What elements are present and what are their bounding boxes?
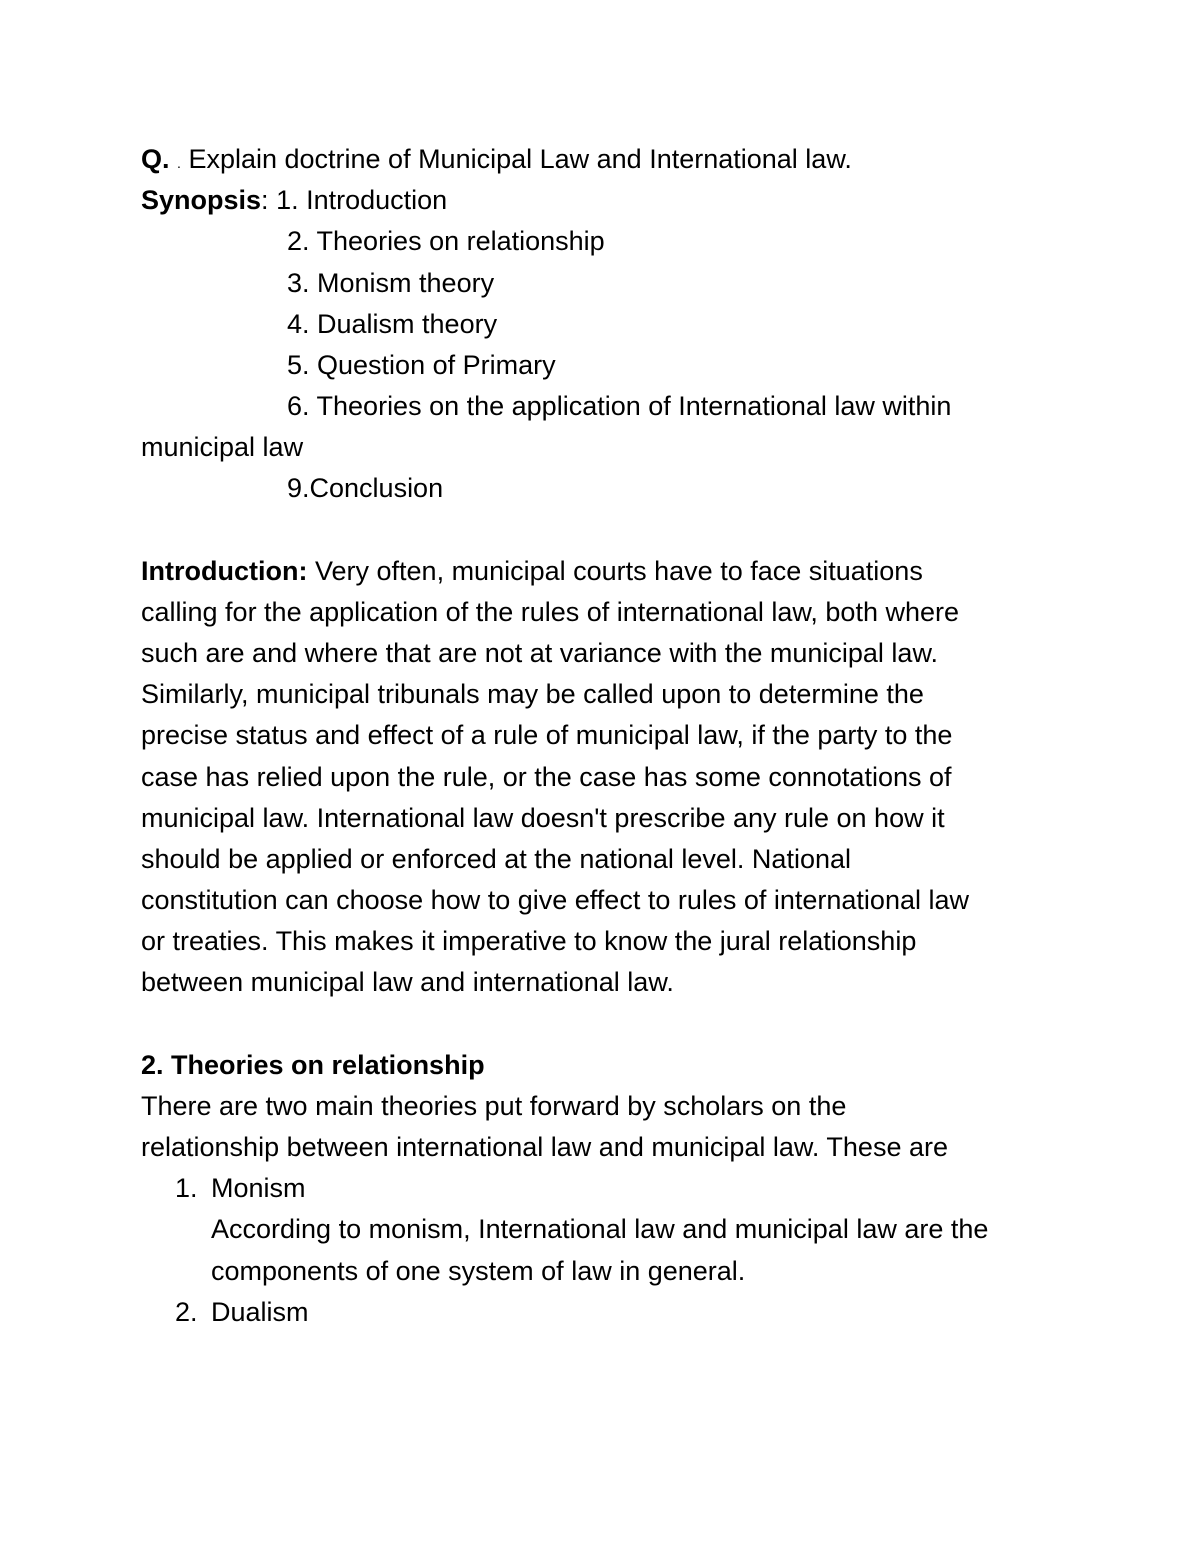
introduction-text: Similarly, municipal tribunals may be called upon to determine the [141, 679, 924, 709]
list-item-monism: Monism [211, 1173, 306, 1203]
list-item-desc: According to monism, International law and municipal law are the [211, 1214, 989, 1244]
synopsis-colon: : [261, 185, 269, 215]
introduction-text: between municipal law and international law. [141, 967, 674, 997]
list-number: 2. [175, 1297, 198, 1327]
synopsis-item: 9.Conclusion [287, 473, 444, 503]
synopsis-item: 6. Theories on the application of International law within [287, 391, 952, 421]
theories-text: There are two main theories put forward by scholars on the [141, 1091, 847, 1121]
question-text: Explain doctrine of Municipal Law and International law. [188, 144, 852, 174]
synopsis-item: 2. Theories on relationship [287, 226, 605, 256]
list-item-desc: components of one system of law in general. [211, 1256, 746, 1286]
synopsis-label: Synopsis [141, 185, 262, 215]
synopsis-item: 5. Question of Primary [287, 350, 556, 380]
synopsis-item: 3. Monism theory [287, 268, 495, 298]
introduction-text: or treaties. This makes it imperative to know the jural relationship [141, 926, 917, 956]
question-dot: . [177, 155, 181, 171]
synopsis-item: 1. Introduction [276, 185, 448, 215]
introduction-text: Very often, municipal courts have to face situations [314, 556, 923, 586]
introduction-line [141, 551, 923, 592]
introduction-text: such are and where that are not at variance with the municipal law. [141, 638, 938, 668]
introduction-text: municipal law. International law doesn't prescribe any rule on how it [141, 803, 945, 833]
theories-text: relationship between international law and municipal law. These are [141, 1132, 948, 1162]
introduction-text: precise status and effect of a rule of municipal law, if the party to the [141, 720, 953, 750]
list-number: 1. [175, 1173, 198, 1203]
synopsis-item-continuation: municipal law [141, 432, 304, 462]
introduction-text: calling for the application of the rules of international law, both where [141, 597, 960, 627]
list-item-dualism: Dualism [211, 1297, 309, 1327]
introduction-text: should be applied or enforced at the national level. National [141, 844, 851, 874]
question-line [141, 139, 852, 184]
introduction-label: Introduction: [141, 556, 308, 586]
section-heading-theories: 2. Theories on relationship [141, 1050, 485, 1080]
synopsis-line [141, 180, 447, 221]
introduction-text: constitution can choose how to give effect to rules of international law [141, 885, 969, 915]
question-label: Q. [141, 144, 170, 174]
introduction-text: case has relied upon the rule, or the case has some connotations of [141, 762, 952, 792]
synopsis-item: 4. Dualism theory [287, 309, 498, 339]
